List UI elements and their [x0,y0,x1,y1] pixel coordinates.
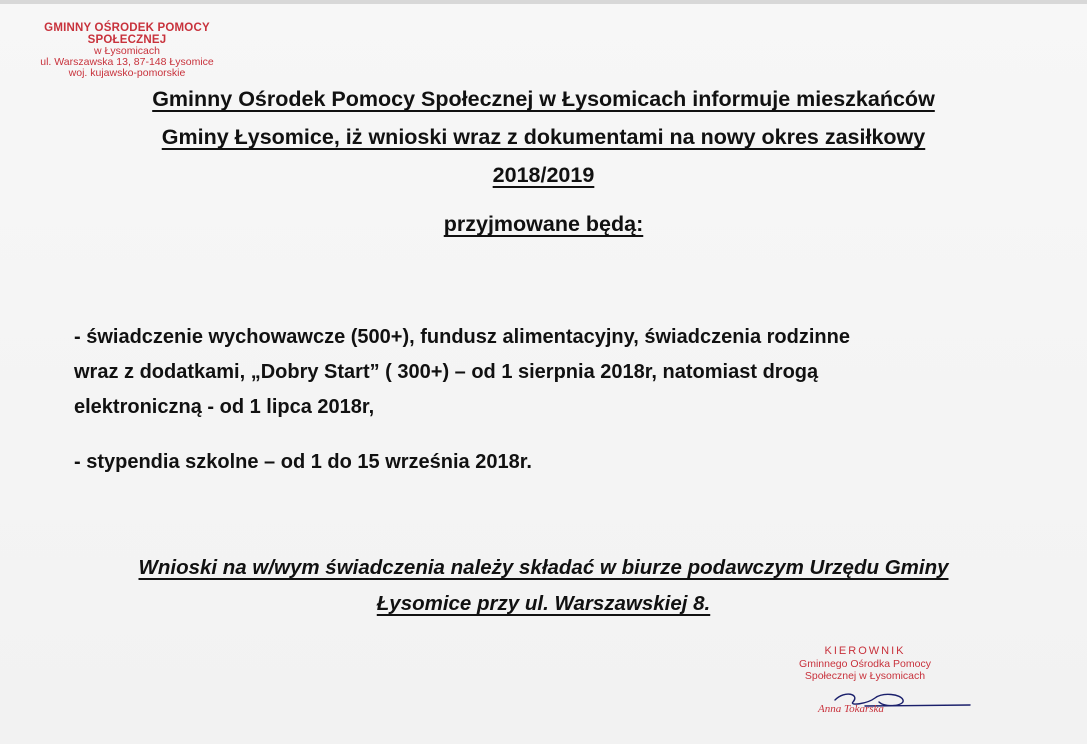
notice-line: Wnioski na w/wym świadczenia należy składać w biurze podawczym Urzędu Gminy [138,556,949,579]
director-stamp-line: Społecznej w Łysomicach [804,669,926,682]
list-item-line: wraz z dodatkami, „Dobry Start” ( 300+) – od 1 sierpnia 2018r, natomiast drogą [74,361,819,383]
heading-line: Gminy Łysomice, iż wnioski wraz z dokumentami na nowy okres zasiłkowy [161,125,926,149]
director-stamp-line: Gminnego Ośrodka Pomocy [799,657,931,670]
subheading [60,212,1027,237]
notice-line: Łysomice przy ul. Warszawskiej 8. [376,592,711,615]
list-item-line: elektroniczną - od 1 lipca 2018r, [74,396,375,418]
list-item [74,320,1004,425]
list-item [74,445,1004,480]
announcement-heading [60,80,1027,194]
header-stamp [12,22,242,79]
list-item-line: - stypendia szkolne – od 1 do 15 września 2018r. [74,451,532,473]
header-stamp-line: w Łysomicach [94,45,160,58]
signatory-name: Anna Tokarska [818,703,884,715]
header-stamp-line: ul. Warszawska 13, 87-148 Łysomice [40,56,214,69]
header-stamp-line: woj. kujawsko-pomorskie [68,67,186,80]
director-stamp-title: KIEROWNIK [824,645,906,657]
scan-edge [0,0,1087,4]
list-item-line: - świadczenie wychowawcze (500+), fundusz alimentacyjny, świadczenia rodzinne [74,326,850,348]
heading-line: 2018/2019 [492,163,595,187]
submission-notice [60,550,1027,622]
director-stamp [770,645,960,682]
header-stamp-title: GMINNY OŚRODEK POMOCY SPOŁECZNEJ [44,22,210,47]
subheading-text: przyjmowane będą: [443,212,644,236]
heading-line: Gminny Ośrodek Pomocy Społecznej w Łysomicach informuje mieszkańców [152,87,935,111]
